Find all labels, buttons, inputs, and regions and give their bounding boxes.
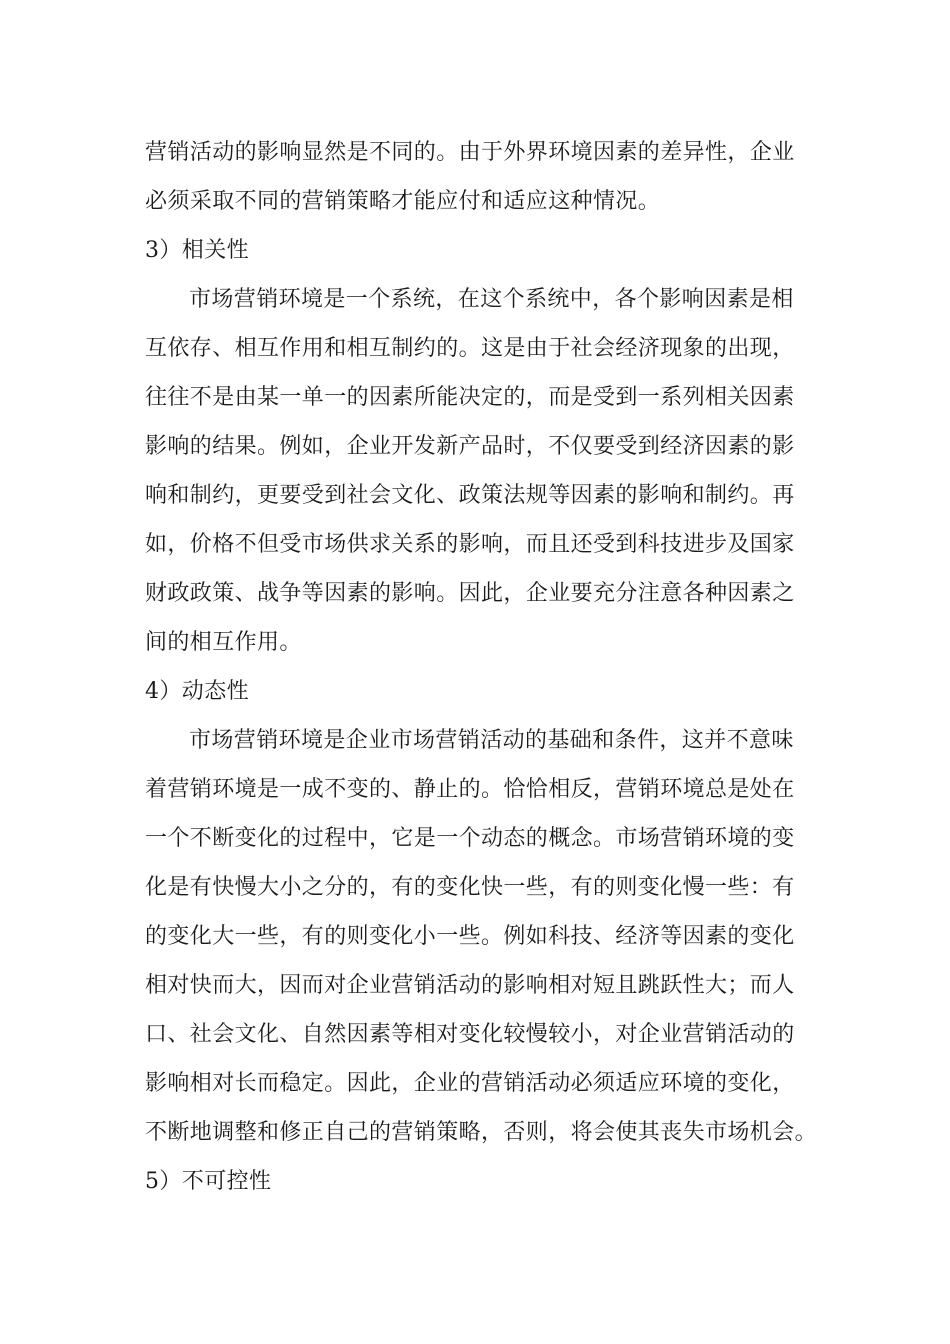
paragraph-line: 如，价格不但受市场供求关系的影响，而且还受到科技进步及国家 [145, 532, 795, 557]
paragraph-line: 营销活动的影响显然是不同的。由于外界环境因素的差异性，企业 [145, 140, 795, 165]
paragraph-line: 着营销环境是一成不变的、静止的。恰恰相反，营销环境总是处在 [145, 777, 795, 802]
paragraph-line: 相对快而大，因而对企业营销活动的影响相对短且跳跃性大；而人 [145, 973, 795, 998]
section-heading-dynamic: 4）动态性 [145, 679, 249, 704]
paragraph-line: 往往不是由某一单一的因素所能决定的，而是受到一系列相关因素 [145, 385, 795, 410]
paragraph-line: 化是有快慢大小之分的，有的变化快一些，有的则变化慢一些：有 [145, 875, 795, 900]
paragraph-line: 一个不断变化的过程中，它是一个动态的概念。市场营销环境的变 [145, 826, 795, 851]
paragraph-line: 响和制约，更要受到社会文化、政策法规等因素的影响和制约。再 [145, 483, 795, 508]
paragraph-line: 市场营销环境是企业市场营销活动的基础和条件，这并不意味 [189, 728, 794, 753]
body-text [145, 128, 818, 1206]
paragraph-line: 的变化大一些，有的则变化小一些。例如科技、经济等因素的变化 [145, 924, 795, 949]
paragraph-line: 间的相互作用。 [145, 630, 302, 655]
section-heading-uncontrollable: 5）不可控性 [145, 1169, 272, 1194]
paragraph-line: 口、社会文化、自然因素等相对变化较慢较小，对企业营销活动的 [145, 1022, 795, 1047]
paragraph-line: 财政政策、战争等因素的影响。因此，企业要充分注意各种因素之 [145, 581, 795, 606]
paragraph-line: 市场营销环境是一个系统，在这个系统中，各个影响因素是相 [189, 287, 794, 312]
paragraph-line: 互依存、相互作用和相互制约的。这是由于社会经济现象的出现， [145, 336, 795, 361]
paragraph-line: 不断地调整和修正自己的营销策略，否则，将会使其丧失市场机会。 [145, 1120, 818, 1145]
section-heading-relevance: 3）相关性 [145, 238, 249, 263]
paragraph-line: 影响相对长而稳定。因此，企业的营销活动必须适应环境的变化， [145, 1071, 795, 1096]
paragraph-line: 影响的结果。例如，企业开发新产品时，不仅要受到经济因素的影 [145, 434, 795, 459]
paragraph-line: 必须采取不同的营销策略才能应付和适应这种情况。 [145, 189, 661, 214]
